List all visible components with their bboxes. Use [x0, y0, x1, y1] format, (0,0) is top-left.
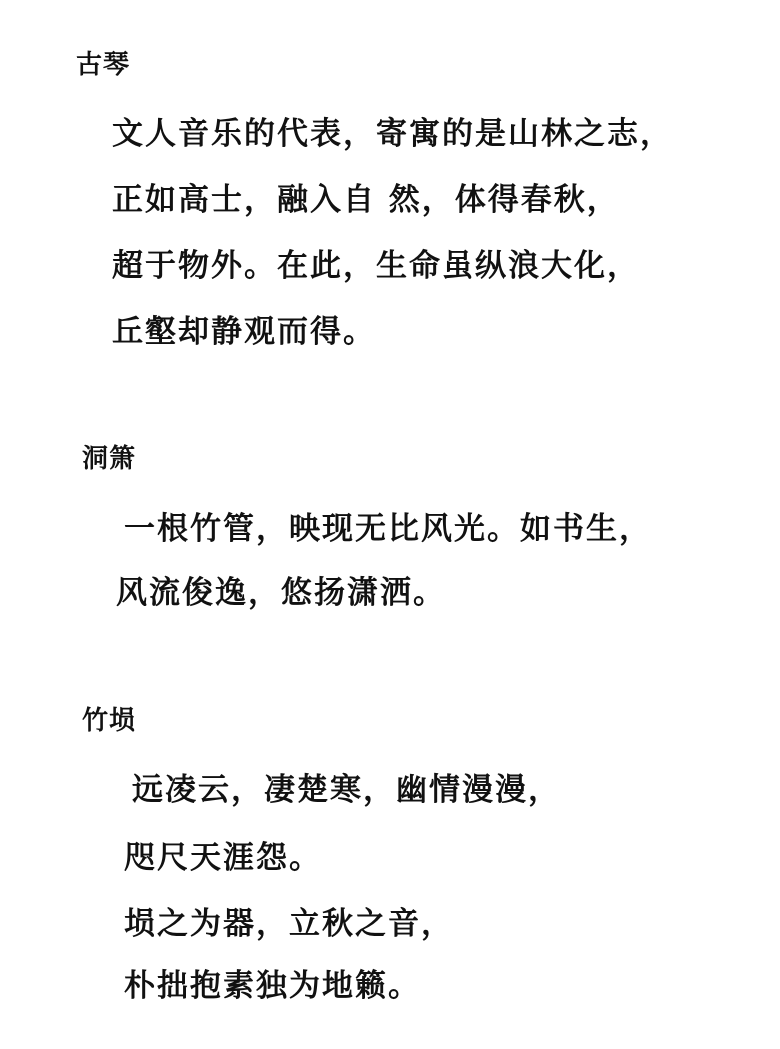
- text-line: 超于物外。在此，生命虽纵浪大化，: [112, 248, 640, 284]
- text-line: 咫尺天涯怨。: [124, 840, 322, 876]
- text-line: 正如高士，融入自 然，体得春秋，: [112, 182, 620, 218]
- section-heading: 洞箫: [82, 444, 137, 474]
- section-heading: 竹埙: [82, 706, 137, 736]
- text-line: 一根竹管，映现无比风光。如书生，: [124, 511, 652, 547]
- text-line: 远凌云，凄楚寒，幽情漫漫，: [132, 772, 561, 808]
- text-line: 文人音乐的代表，寄寓的是山林之志，: [112, 116, 673, 152]
- section-heading: 古琴: [76, 50, 131, 80]
- text-line: 丘壑却静观而得。: [112, 314, 376, 350]
- text-line: 埙之为器，立秋之音，: [124, 906, 454, 942]
- text-line: 风流俊逸，悠扬潇洒。: [116, 575, 446, 611]
- text-line: 朴拙抱素独为地籁。: [124, 968, 421, 1004]
